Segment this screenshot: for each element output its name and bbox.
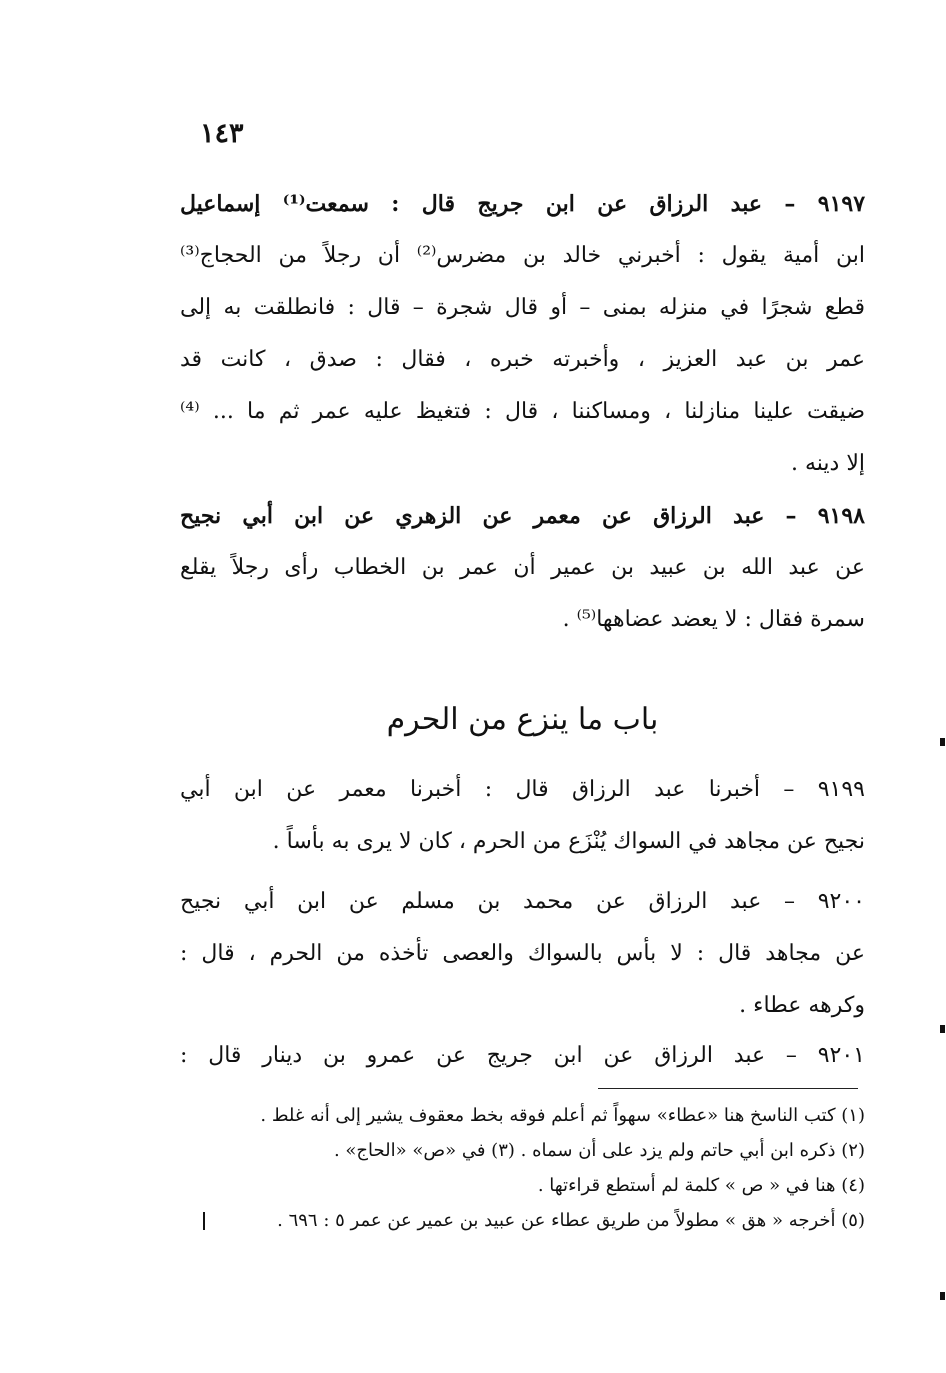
text-line: إلا دينه . [791, 451, 865, 476]
footnote-separator [598, 1088, 858, 1089]
paragraph-9198 [180, 490, 865, 646]
footnote: (٥) أخرجه « هق » مطولاً من طريق عطاء عن عبيد بن عمير عن عمر ٥ : ٦٩٦ . [277, 1210, 865, 1231]
text-line: ٩٢٠١ – عبد الرزاق عن ابن جريج عن عمرو بن دينار قال : [180, 1043, 865, 1068]
text-line: سمرة فقال : لا يعضد عضاهها⁽⁵⁾ . [562, 607, 865, 632]
footnote: (١) كتب الناسخ هنا «عطاء» سهواً ثم أعلم فوقه بخط معقوف يشير إلى أنه غلط . [260, 1105, 865, 1126]
scan-speck [940, 1292, 945, 1300]
footnotes [180, 1098, 865, 1238]
paragraph-9201 [180, 1030, 865, 1082]
paragraph-9199 [180, 764, 865, 868]
scan-speck [940, 1025, 945, 1033]
text-line: نجيح عن مجاهد في السواك يُنْزَع من الحرم ، كان لا يرى به بأساً . [272, 829, 865, 854]
text-line: ضيقت علينا منازلنا ، ومساكننا ، قال : فتغيظ عليه عمر ثم ما ... ⁽⁴⁾ [180, 399, 865, 424]
section-title: باب ما ينزع من الحرم [386, 702, 659, 737]
scan-speck [203, 1212, 205, 1230]
text-line: عن مجاهد قال : لا بأس بالسواك والعصى تأخذه من الحرم ، قال : [180, 941, 865, 966]
text-line: ٩١٩٧ – عبد الرزاق عن ابن جريج قال : سمعت⁽¹⁾ إسماعيل [180, 191, 866, 217]
text-line: ابن أمية يقول : أخبرني خالد بن مضرس⁽²⁾ أن رجلاً من الحجاج⁽³⁾ [180, 243, 865, 268]
paragraph-9200 [180, 876, 865, 1032]
text-line: عن عبد الله بن عبيد بن عمير أن عمر بن الخطاب رأى رجلاً يقلع [180, 555, 865, 580]
scan-speck [940, 738, 945, 746]
paragraph-9197 [180, 178, 865, 490]
text-line: ٩١٩٨ – عبد الرزاق عن معمر عن الزهري عن ابن أبي نجيح [180, 503, 865, 529]
footnote: (٤) هنا في « ص » كلمة لم أستطع قراءتها . [537, 1175, 865, 1196]
footnote: (٢) ذكره ابن أبي حاتم ولم يزد على أن سماه . (٣) في «ص» «الحاج» . [333, 1140, 865, 1161]
text-line: قطع شجرًا في منزله بمنى – أو قال شجرة – قال : فانطلقت به إلى [180, 295, 865, 320]
page-number: ١٤٣ [200, 118, 244, 149]
text-line: عمر بن عبد العزيز ، وأخبرته خبره ، فقال : صدق ، كانت قد [180, 347, 865, 372]
text-line: وكرهه عطاء . [739, 993, 865, 1018]
text-line: ٩٢٠٠ – عبد الرزاق عن محمد بن مسلم عن ابن أبي نجيح [180, 889, 865, 914]
text-line: ٩١٩٩ – أخبرنا عبد الرزاق قال : أخبرنا معمر عن ابن أبي [180, 777, 865, 802]
